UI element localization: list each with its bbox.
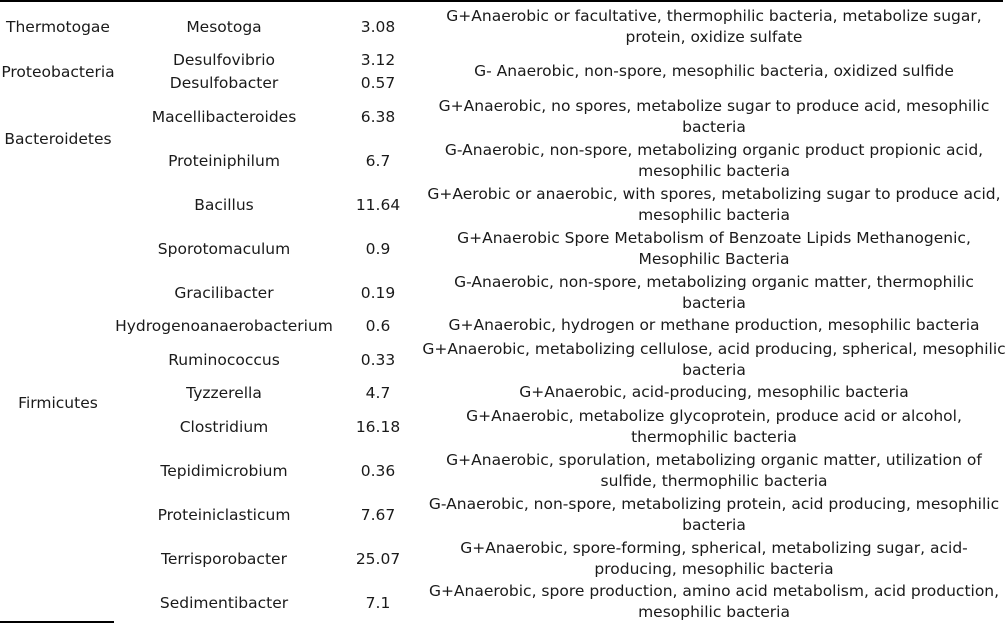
genus-cell: Clostridium bbox=[179, 418, 269, 436]
description-cell: G+Anaerobic or facultative, thermophilic bacteria, metabolize sugar, protein, oxidize sulfate bbox=[446, 7, 982, 46]
percent-cell: 3.12 bbox=[360, 51, 396, 69]
genus-cell: Proteiniclasticum bbox=[157, 506, 291, 524]
genus-cell: Bacillus bbox=[194, 196, 254, 214]
description-cell: G+Anaerobic, no spores, metabolize sugar to produce acid, mesophilic bacteria bbox=[438, 97, 990, 136]
percent-cell: 0.36 bbox=[360, 462, 396, 480]
genus-cell: Desulfobacter bbox=[169, 74, 279, 92]
genus-cell: Macellibacteroides bbox=[151, 108, 297, 126]
percent-cell: 11.64 bbox=[355, 196, 401, 214]
table-bottom-rule bbox=[0, 621, 114, 623]
percent-cell: 16.18 bbox=[355, 418, 401, 436]
genus-cell: Desulfovibrio bbox=[172, 51, 276, 69]
description-cell: G-Anaerobic, non-spore, metabolizing protein, acid producing, mesophilic bacteria bbox=[428, 495, 1000, 534]
description-cell: G- Anaerobic, non-spore, mesophilic bacteria, oxidized sulfide bbox=[474, 62, 954, 80]
genus-cell: Sedimentibacter bbox=[159, 594, 289, 612]
genus-cell: Gracilibacter bbox=[174, 284, 274, 302]
percent-cell: 25.07 bbox=[355, 550, 401, 568]
phylum-proteobacteria: Proteobacteria bbox=[1, 63, 115, 81]
percent-cell: 0.6 bbox=[365, 317, 391, 335]
genus-cell: Terrisporobacter bbox=[161, 550, 287, 568]
percent-cell: 0.57 bbox=[360, 74, 396, 92]
description-cell: G+Anaerobic, hydrogen or methane production, mesophilic bacteria bbox=[448, 316, 980, 334]
genus-cell: Sporotomaculum bbox=[157, 240, 291, 258]
phylum-firmicutes: Firmicutes bbox=[18, 394, 98, 412]
percent-cell: 7.1 bbox=[365, 594, 391, 612]
genus-cell: Hydrogenoanaerobacterium bbox=[115, 317, 333, 335]
percent-cell: 4.7 bbox=[365, 384, 391, 402]
description-cell: G-Anaerobic, non-spore, metabolizing organic product propionic acid, mesophilic bacteria bbox=[444, 141, 984, 180]
description-cell: G+Anaerobic, acid-producing, mesophilic bacteria bbox=[519, 383, 909, 401]
description-cell: G+Anaerobic Spore Metabolism of Benzoate Lipids Methanogenic, Mesophilic Bacteria bbox=[457, 229, 971, 268]
genus-cell: Proteiniphilum bbox=[168, 152, 280, 170]
percent-cell: 0.19 bbox=[360, 284, 396, 302]
description-cell: G+Aerobic or anaerobic, with spores, metabolizing sugar to produce acid, mesophilic bacteria bbox=[427, 185, 1001, 224]
description-cell: G+Anaerobic, spore production, amino acid metabolism, acid production, mesophilic bacteria bbox=[428, 582, 1000, 621]
percent-cell: 3.08 bbox=[360, 18, 396, 36]
genus-cell: Tyzzerella bbox=[186, 384, 262, 402]
description-cell: G-Anaerobic, non-spore, metabolizing organic matter, thermophilic bacteria bbox=[454, 273, 974, 312]
phylum-bacteroidetes: Bacteroidetes bbox=[4, 130, 112, 148]
percent-cell: 0.9 bbox=[365, 240, 391, 258]
description-cell: G+Anaerobic, metabolizing cellulose, acid producing, spherical, mesophilic bacteria bbox=[422, 340, 1006, 379]
genus-cell: Tepidimicrobium bbox=[160, 462, 288, 480]
table-top-rule bbox=[0, 0, 1003, 2]
percent-cell: 6.38 bbox=[360, 108, 396, 126]
description-cell: G+Anaerobic, sporulation, metabolizing organic matter, utilization of sulfide, thermophilic bacteria bbox=[446, 451, 982, 490]
description-cell: G+Anaerobic, spore-forming, spherical, metabolizing sugar, acid- producing, mesophilic bacteria bbox=[460, 539, 968, 578]
description-cell: G+Anaerobic, metabolize glycoprotein, produce acid or alcohol, thermophilic bacteria bbox=[466, 407, 962, 446]
genus-cell: Mesotoga bbox=[186, 18, 262, 36]
percent-cell: 7.67 bbox=[360, 506, 396, 524]
phylum-thermotogae: Thermotogae bbox=[6, 18, 110, 36]
genus-cell: Ruminococcus bbox=[168, 351, 280, 369]
percent-cell: 0.33 bbox=[360, 351, 396, 369]
percent-cell: 6.7 bbox=[365, 152, 391, 170]
